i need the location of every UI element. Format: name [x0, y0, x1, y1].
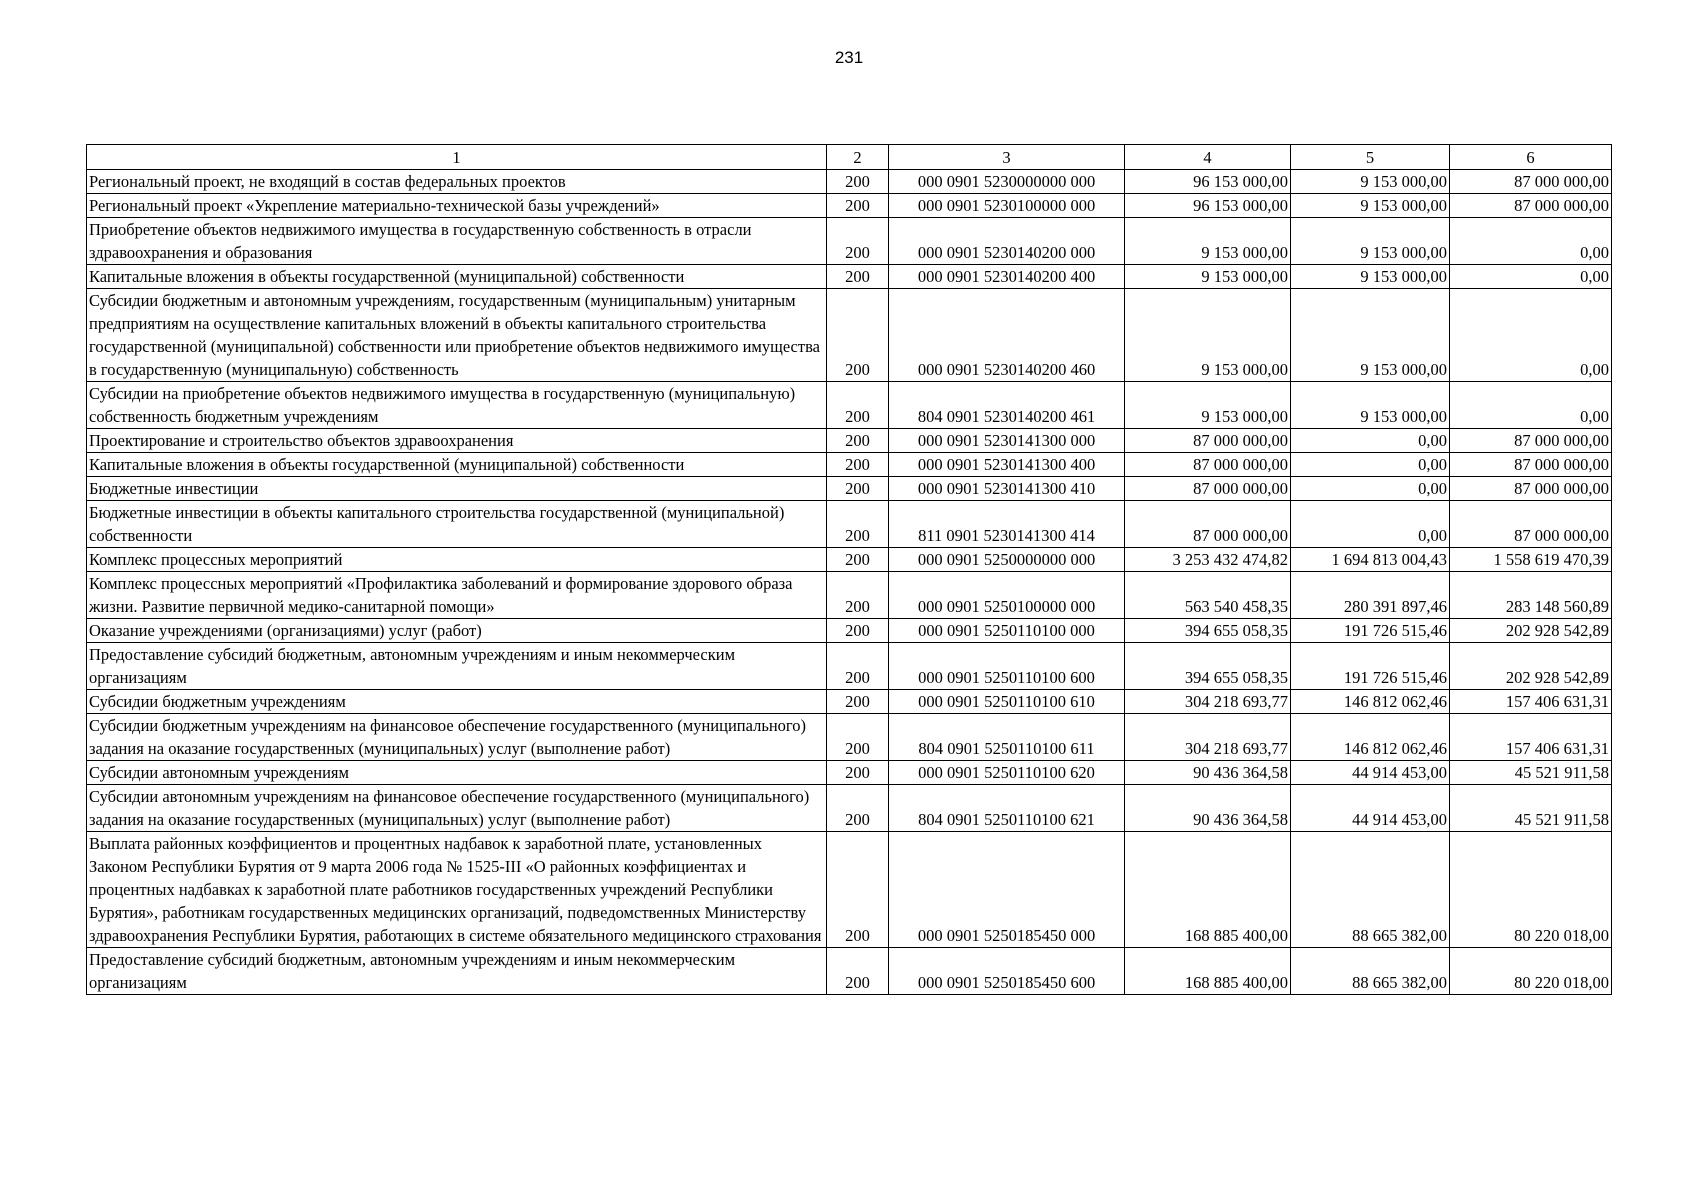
row-code-cell: 200: [827, 690, 889, 714]
row-value-cell: 9 153 000,00: [1291, 265, 1450, 289]
row-value-cell: 202 928 542,89: [1450, 643, 1612, 690]
row-value-cell: 0,00: [1450, 265, 1612, 289]
row-value-cell: 202 928 542,89: [1450, 619, 1612, 643]
table-row: [87, 289, 1612, 382]
row-name-cell: Проектирование и строительство объектов здравоохранения: [87, 429, 827, 453]
row-name-cell: Предоставление субсидий бюджетным, автономным учреждениям и иным некоммерческим организациям: [87, 948, 827, 995]
row-value-cell: 9 153 000,00: [1125, 265, 1291, 289]
row-budget-code-cell: 000 0901 5250110100 610: [889, 690, 1125, 714]
row-value-cell: 168 885 400,00: [1125, 948, 1291, 995]
row-value-cell: 0,00: [1450, 289, 1612, 382]
row-value-cell: 1 558 619 470,39: [1450, 548, 1612, 572]
row-code-cell: 200: [827, 501, 889, 548]
table-row: [87, 832, 1612, 948]
table-header-row: [87, 145, 1612, 170]
row-value-cell: 0,00: [1291, 477, 1450, 501]
table-row: [87, 714, 1612, 761]
row-name-cell: Капитальные вложения в объекты государственной (муниципальной) собственности: [87, 265, 827, 289]
row-value-cell: 9 153 000,00: [1125, 218, 1291, 265]
row-name-cell: Оказание учреждениями (организациями) услуг (работ): [87, 619, 827, 643]
row-value-cell: 0,00: [1291, 453, 1450, 477]
row-budget-code-cell: 000 0901 5250100000 000: [889, 572, 1125, 619]
table-row: [87, 761, 1612, 785]
row-value-cell: 0,00: [1450, 382, 1612, 429]
row-name-cell: Приобретение объектов недвижимого имущества в государственную собственность в отрасли здравоохранения и образования: [87, 218, 827, 265]
row-budget-code-cell: 811 0901 5230141300 414: [889, 501, 1125, 548]
row-name-cell: Выплата районных коэффициентов и процентных надбавок к заработной плате, установленных Законом Республики Бурятия от 9 марта 2006 года № 1525-III «О районных коэффициентах и процентных надбавках к заработной плате работников государственных учреждений Республики Бурятия», работникам государственных медицинских организаций, подведомственных Министерству здравоохранения Республики Бурятия, работающих в системе обязательного медицинского страхования: [87, 832, 827, 948]
row-budget-code-cell: 000 0901 5230100000 000: [889, 194, 1125, 218]
row-value-cell: 90 436 364,58: [1125, 785, 1291, 832]
row-value-cell: 87 000 000,00: [1125, 453, 1291, 477]
row-value-cell: 0,00: [1291, 429, 1450, 453]
row-budget-code-cell: 000 0901 5230141300 000: [889, 429, 1125, 453]
row-value-cell: 0,00: [1291, 501, 1450, 548]
row-budget-code-cell: 000 0901 5250110100 620: [889, 761, 1125, 785]
row-value-cell: 191 726 515,46: [1291, 643, 1450, 690]
row-value-cell: 304 218 693,77: [1125, 714, 1291, 761]
row-code-cell: 200: [827, 194, 889, 218]
row-name-cell: Капитальные вложения в объекты государственной (муниципальной) собственности: [87, 453, 827, 477]
table-row: [87, 501, 1612, 548]
row-value-cell: 88 665 382,00: [1291, 832, 1450, 948]
row-code-cell: 200: [827, 832, 889, 948]
row-value-cell: 87 000 000,00: [1450, 501, 1612, 548]
row-budget-code-cell: 000 0901 5230140200 400: [889, 265, 1125, 289]
row-value-cell: 88 665 382,00: [1291, 948, 1450, 995]
row-budget-code-cell: 000 0901 5230141300 400: [889, 453, 1125, 477]
row-name-cell: Субсидии бюджетным и автономным учреждениям, государственным (муниципальным) унитарным предприятиям на осуществление капитальных вложений в объекты капитального строительства государственной (муниципальной) собственности или приобретение объектов недвижимого имущества в государственную (муниципальную) собственность: [87, 289, 827, 382]
row-value-cell: 157 406 631,31: [1450, 690, 1612, 714]
row-code-cell: 200: [827, 218, 889, 265]
row-value-cell: 96 153 000,00: [1125, 170, 1291, 194]
row-value-cell: 44 914 453,00: [1291, 761, 1450, 785]
table-row: [87, 429, 1612, 453]
row-value-cell: 304 218 693,77: [1125, 690, 1291, 714]
table-row: [87, 382, 1612, 429]
row-value-cell: 87 000 000,00: [1125, 429, 1291, 453]
row-name-cell: Субсидии автономным учреждениям: [87, 761, 827, 785]
row-value-cell: 280 391 897,46: [1291, 572, 1450, 619]
row-value-cell: 87 000 000,00: [1125, 477, 1291, 501]
table-row: [87, 619, 1612, 643]
table-row: [87, 690, 1612, 714]
row-value-cell: 563 540 458,35: [1125, 572, 1291, 619]
row-value-cell: 45 521 911,58: [1450, 761, 1612, 785]
row-budget-code-cell: 000 0901 5230140200 460: [889, 289, 1125, 382]
table-row: [87, 218, 1612, 265]
row-value-cell: 157 406 631,31: [1450, 714, 1612, 761]
row-budget-code-cell: 000 0901 5250185450 000: [889, 832, 1125, 948]
row-value-cell: 9 153 000,00: [1125, 382, 1291, 429]
row-budget-code-cell: 804 0901 5230140200 461: [889, 382, 1125, 429]
row-value-cell: 9 153 000,00: [1291, 194, 1450, 218]
row-code-cell: 200: [827, 785, 889, 832]
row-value-cell: 191 726 515,46: [1291, 619, 1450, 643]
row-code-cell: 200: [827, 619, 889, 643]
row-name-cell: Комплекс процессных мероприятий «Профилактика заболеваний и формирование здорового образа жизни. Развитие первичной медико-санитарной помощи»: [87, 572, 827, 619]
row-value-cell: 90 436 364,58: [1125, 761, 1291, 785]
row-budget-code-cell: 000 0901 5250110100 600: [889, 643, 1125, 690]
table-row: [87, 948, 1612, 995]
row-value-cell: 283 148 560,89: [1450, 572, 1612, 619]
row-value-cell: 87 000 000,00: [1450, 453, 1612, 477]
row-code-cell: 200: [827, 289, 889, 382]
column-header: 6: [1450, 145, 1612, 170]
column-header: 3: [889, 145, 1125, 170]
row-value-cell: 9 153 000,00: [1291, 170, 1450, 194]
row-budget-code-cell: 000 0901 5230000000 000: [889, 170, 1125, 194]
row-value-cell: 45 521 911,58: [1450, 785, 1612, 832]
row-code-cell: 200: [827, 453, 889, 477]
row-budget-code-cell: 804 0901 5250110100 621: [889, 785, 1125, 832]
row-value-cell: 9 153 000,00: [1291, 382, 1450, 429]
row-code-cell: 200: [827, 429, 889, 453]
column-header: 1: [87, 145, 827, 170]
row-code-cell: 200: [827, 477, 889, 501]
row-name-cell: Бюджетные инвестиции в объекты капитального строительства государственной (муниципальной) собственности: [87, 501, 827, 548]
row-value-cell: 44 914 453,00: [1291, 785, 1450, 832]
row-value-cell: 1 694 813 004,43: [1291, 548, 1450, 572]
row-value-cell: 394 655 058,35: [1125, 619, 1291, 643]
row-code-cell: 200: [827, 714, 889, 761]
row-value-cell: 96 153 000,00: [1125, 194, 1291, 218]
row-name-cell: Субсидии бюджетным учреждениям на финансовое обеспечение государственного (муниципального) задания на оказание государственных (муниципальных) услуг (выполнение работ): [87, 714, 827, 761]
row-value-cell: 80 220 018,00: [1450, 832, 1612, 948]
table-row: [87, 548, 1612, 572]
row-code-cell: 200: [827, 548, 889, 572]
row-value-cell: 146 812 062,46: [1291, 714, 1450, 761]
row-name-cell: Бюджетные инвестиции: [87, 477, 827, 501]
row-value-cell: 87 000 000,00: [1450, 477, 1612, 501]
table-row: [87, 643, 1612, 690]
row-budget-code-cell: 000 0901 5250185450 600: [889, 948, 1125, 995]
table-row: [87, 785, 1612, 832]
row-value-cell: 87 000 000,00: [1125, 501, 1291, 548]
row-value-cell: 9 153 000,00: [1291, 218, 1450, 265]
row-value-cell: 87 000 000,00: [1450, 170, 1612, 194]
row-value-cell: 146 812 062,46: [1291, 690, 1450, 714]
row-value-cell: 3 253 432 474,82: [1125, 548, 1291, 572]
table-row: [87, 265, 1612, 289]
row-value-cell: 9 153 000,00: [1291, 289, 1450, 382]
row-code-cell: 200: [827, 265, 889, 289]
budget-table: [86, 144, 1612, 995]
row-budget-code-cell: 000 0901 5230140200 000: [889, 218, 1125, 265]
page-number: 231: [834, 48, 864, 67]
row-value-cell: 87 000 000,00: [1450, 429, 1612, 453]
row-value-cell: 9 153 000,00: [1125, 289, 1291, 382]
row-name-cell: Предоставление субсидий бюджетным, автономным учреждениям и иным некоммерческим организациям: [87, 643, 827, 690]
column-header: 4: [1125, 145, 1291, 170]
row-value-cell: 80 220 018,00: [1450, 948, 1612, 995]
row-code-cell: 200: [827, 761, 889, 785]
row-name-cell: Региональный проект «Укрепление материально-технической базы учреждений»: [87, 194, 827, 218]
row-code-cell: 200: [827, 170, 889, 194]
row-code-cell: 200: [827, 382, 889, 429]
row-value-cell: 168 885 400,00: [1125, 832, 1291, 948]
table-row: [87, 477, 1612, 501]
row-code-cell: 200: [827, 948, 889, 995]
row-budget-code-cell: 000 0901 5250110100 000: [889, 619, 1125, 643]
row-value-cell: 87 000 000,00: [1450, 194, 1612, 218]
row-budget-code-cell: 804 0901 5250110100 611: [889, 714, 1125, 761]
row-name-cell: Субсидии на приобретение объектов недвижимого имущества в государственную (муниципальную) собственность бюджетным учреждениям: [87, 382, 827, 429]
row-name-cell: Комплекс процессных мероприятий: [87, 548, 827, 572]
row-budget-code-cell: 000 0901 5250000000 000: [889, 548, 1125, 572]
row-value-cell: 394 655 058,35: [1125, 643, 1291, 690]
row-value-cell: 0,00: [1450, 218, 1612, 265]
table-row: [87, 572, 1612, 619]
row-budget-code-cell: 000 0901 5230141300 410: [889, 477, 1125, 501]
row-code-cell: 200: [827, 643, 889, 690]
table-row: [87, 453, 1612, 477]
column-header: 2: [827, 145, 889, 170]
row-code-cell: 200: [827, 572, 889, 619]
table-row: [87, 194, 1612, 218]
row-name-cell: Субсидии бюджетным учреждениям: [87, 690, 827, 714]
row-name-cell: Региональный проект, не входящий в состав федеральных проектов: [87, 170, 827, 194]
column-header: 5: [1291, 145, 1450, 170]
row-name-cell: Субсидии автономным учреждениям на финансовое обеспечение государственного (муниципального) задания на оказание государственных (муниципальных) услуг (выполнение работ): [87, 785, 827, 832]
table-row: [87, 170, 1612, 194]
